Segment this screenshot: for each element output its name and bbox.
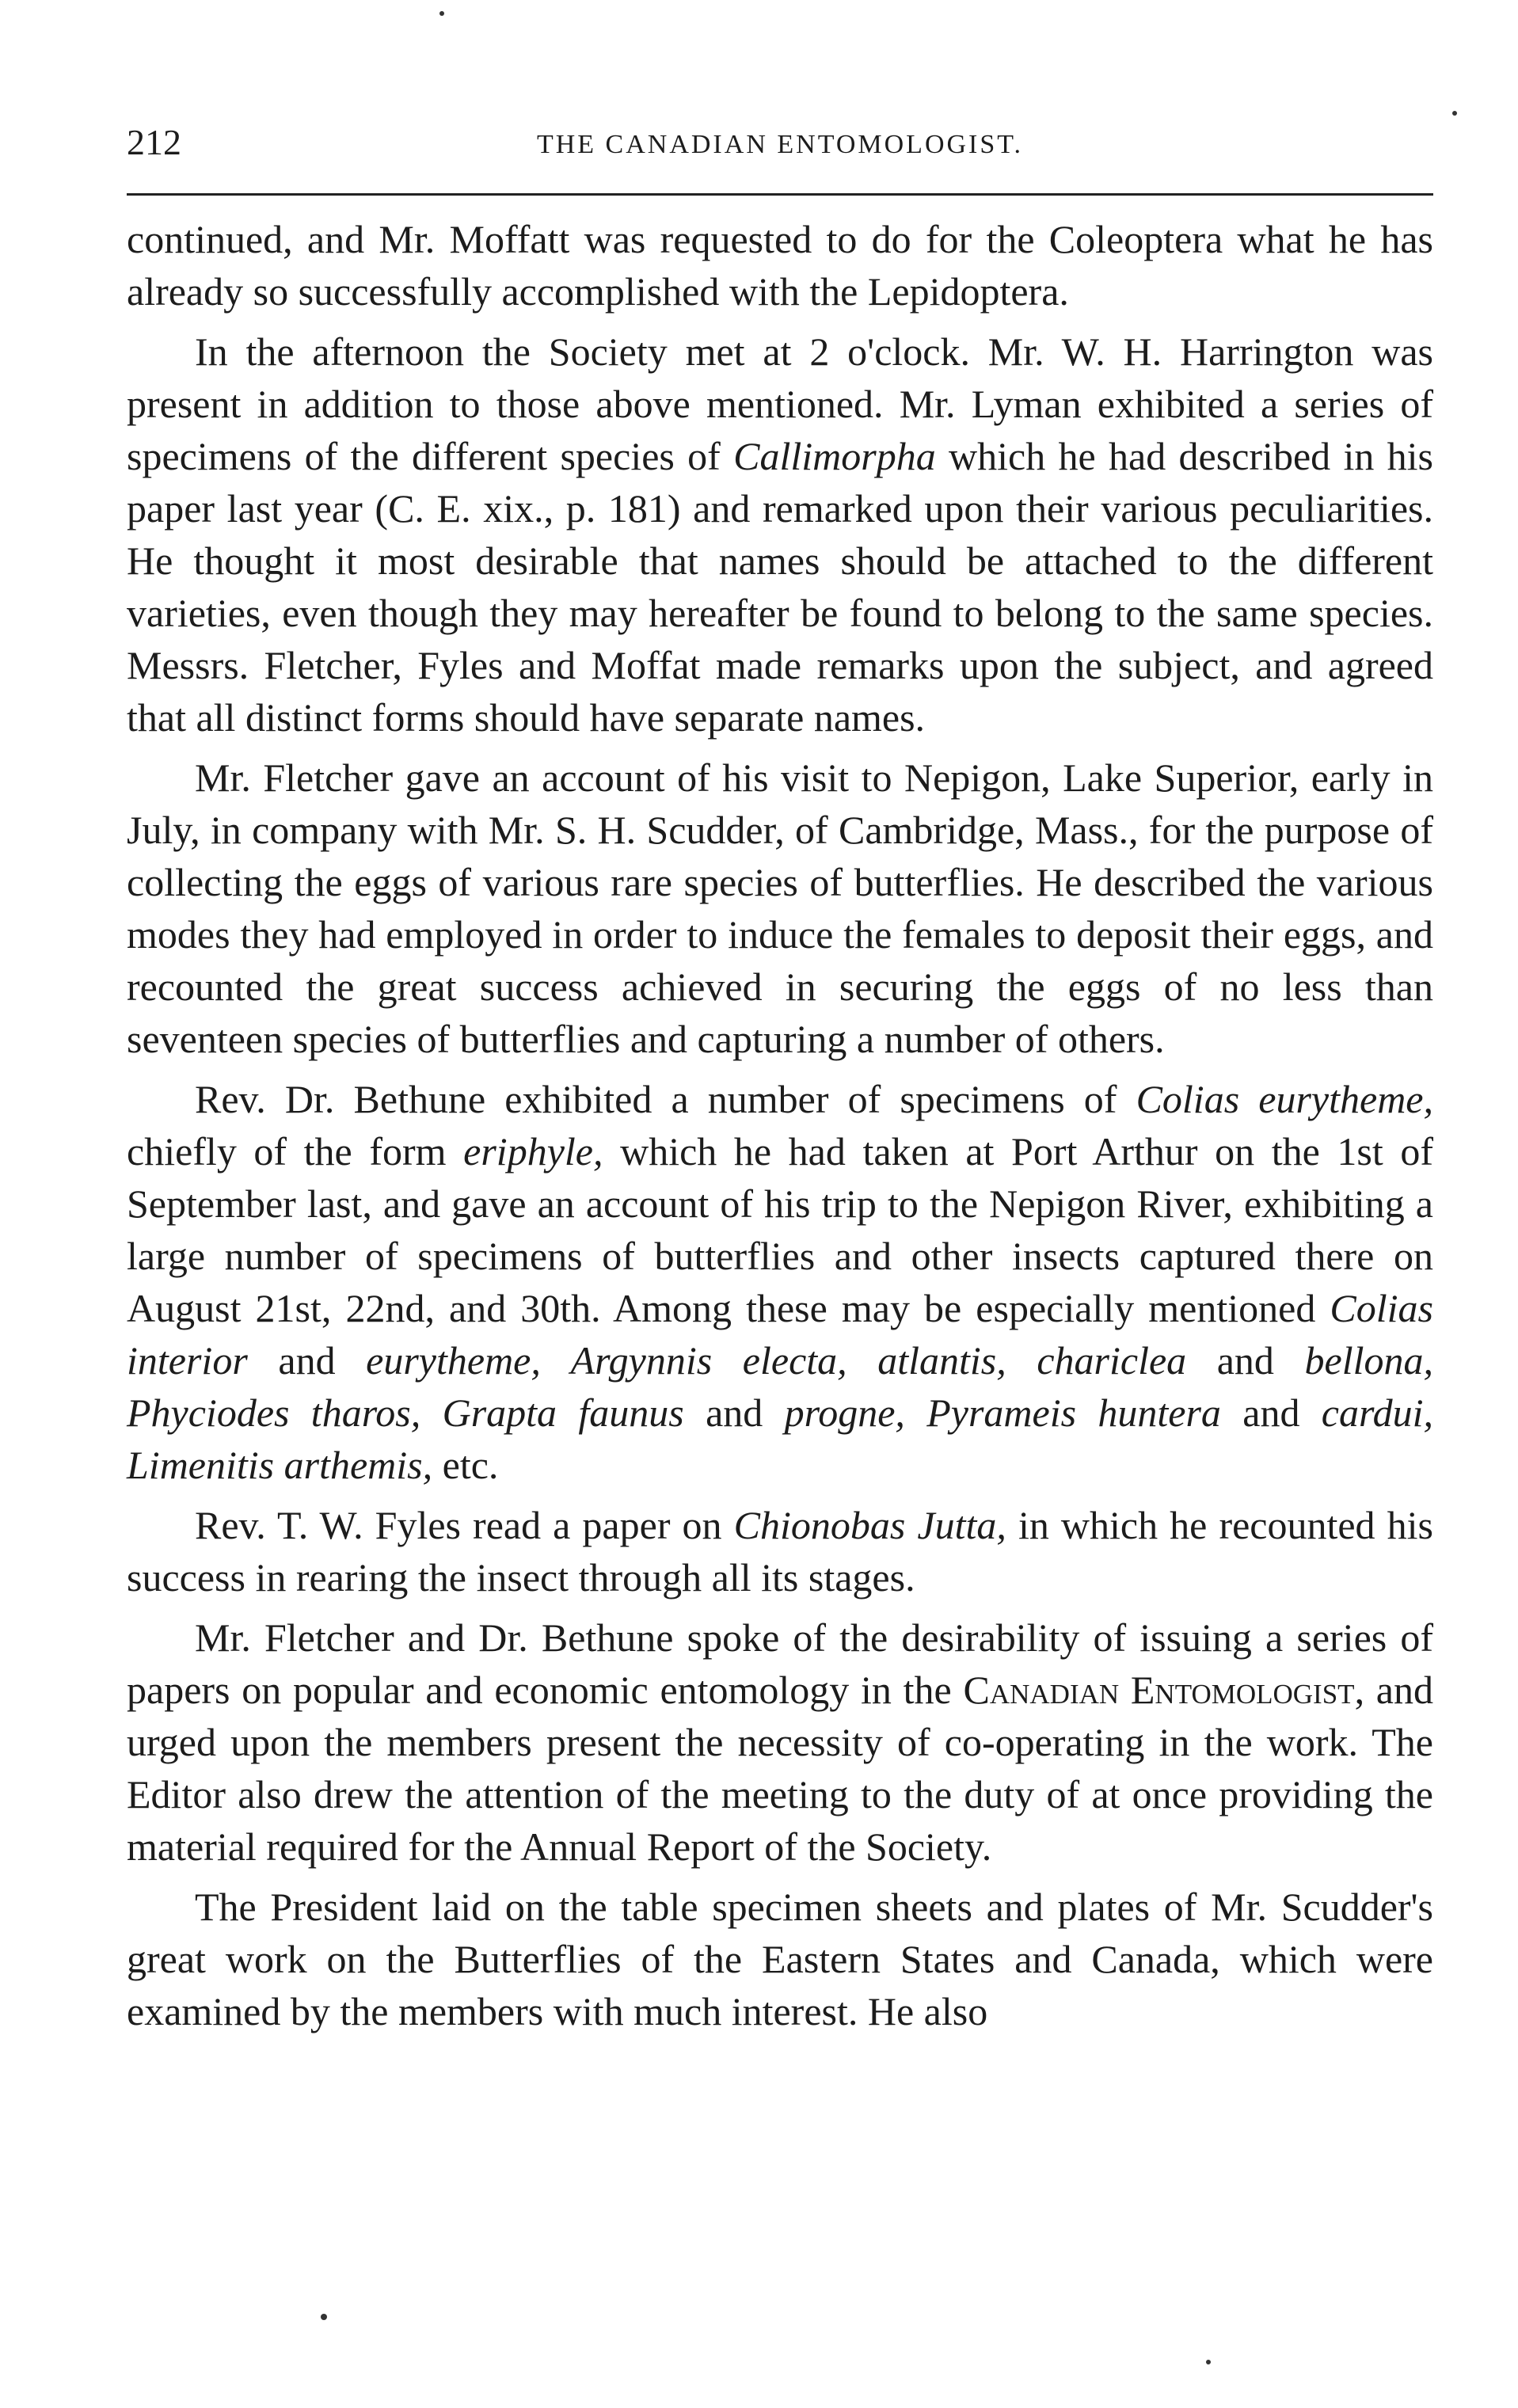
text-run: and [1186,1338,1305,1383]
print-speck [439,11,444,16]
text-run: in which he recounted his success in rearing the insect through all its stages. [127,1503,1433,1600]
italic-text: Colias eurytheme, [1136,1077,1433,1121]
italic-text: cardui, Limenitis arthemis, [127,1390,1433,1487]
header-rule [127,193,1433,196]
text-run: , and urged upon the members present the necessity of co-operating in the work. The Editor also drew the attention of the meeting to the duty of at once providing the material required for the Annual Report of the Society. [127,1668,1433,1869]
body-text [127,213,1433,2037]
text-run: Mr. Fletcher and Dr. Bethune spoke of the desirability of issuing a series of papers on popular and economic entomology in the [127,1615,1433,1712]
text-run: Mr. Fletcher gave an account of his visit to Nepigon, Lake Superior, early in July, in company with Mr. S. H. Scudder, of Cambridge, Mass., for the purpose of collecting the eggs of various rare species of butterflies. He described the various modes they had employed in order to induce the females to deposit their eggs, and recounted the great success achieved in securing the eggs of no less than seventeen species of butterflies and capturing a number of others. [127,755,1433,1061]
page [127,119,1433,2045]
small-caps-text: Canadian Entomologist [963,1668,1355,1712]
italic-text: Colias interior [127,1286,1433,1383]
italic-text: progne, Pyrameis huntera [784,1390,1221,1435]
text-run: In the afternoon the Society met at 2 o'clock. Mr. W. H. Harrington was present in addition to those above mentioned. Mr. Lyman exhibited a series of specimens of the different species of [127,329,1433,478]
text-run: which he had described in his paper last year (C. E. xix., p. 181) and remarked upon their various peculiarities. He thought it most desirable that names should be attached to the different varieties, even though they may hereafter be found to belong to the same species. Messrs. Fletcher, Fyles and Moffat made remarks upon the subject, and agreed that all distinct forms should have separate names. [127,434,1433,740]
paragraph [127,1881,1433,2037]
italic-text: eriphyle, [463,1129,603,1174]
text-run: The President laid on the table specimen sheets and plates of Mr. Scudder's great work on the Butterflies of the Eastern States and Canada, which were examined by the members with much interest. He also [127,1885,1433,2033]
paragraph [127,1073,1433,1491]
text-run: Rev. T. W. Fyles read a paper on [195,1503,734,1547]
text-run: continued, and Mr. Moffatt was requested to do for the Coleoptera what he has already so successfully accomplished with the Lepidoptera. [127,217,1433,314]
print-speck [321,2314,327,2320]
text-run: which he had taken at Port Arthur on the 1st of September last, and gave an account of his trip to the Nepigon River, exhibiting a large number of specimens of butterflies and other insects captured there on August 21st, 22nd, and 30th. Among these may be especially mentioned [127,1129,1433,1330]
text-run: and [683,1390,785,1435]
text-run: and [247,1338,367,1383]
italic-text: eurytheme, Argynnis electa, atlantis, chariclea [366,1338,1187,1383]
running-head: THE CANADIAN ENTOMOLOGIST. [536,130,1024,159]
italic-text: bellona, Phyciodes tharos, Grapta faunus [127,1338,1433,1435]
text-run: Rev. Dr. Bethune exhibited a number of specimens of [195,1077,1136,1121]
paragraph [127,213,1433,318]
text-run: chiefly of the form [127,1129,464,1174]
paragraph [127,1499,1433,1603]
paragraph [127,325,1433,744]
page-header [127,119,1433,182]
print-speck [1452,111,1457,116]
paragraph [127,751,1433,1065]
text-run: and [1220,1390,1322,1435]
italic-text: Callimorpha [733,434,936,478]
italic-text: Chionobas Jutta, [733,1503,1006,1547]
page-number: 212 [127,122,181,162]
paragraph [127,1611,1433,1873]
text-run: etc. [432,1443,499,1487]
print-speck [1206,2360,1211,2364]
